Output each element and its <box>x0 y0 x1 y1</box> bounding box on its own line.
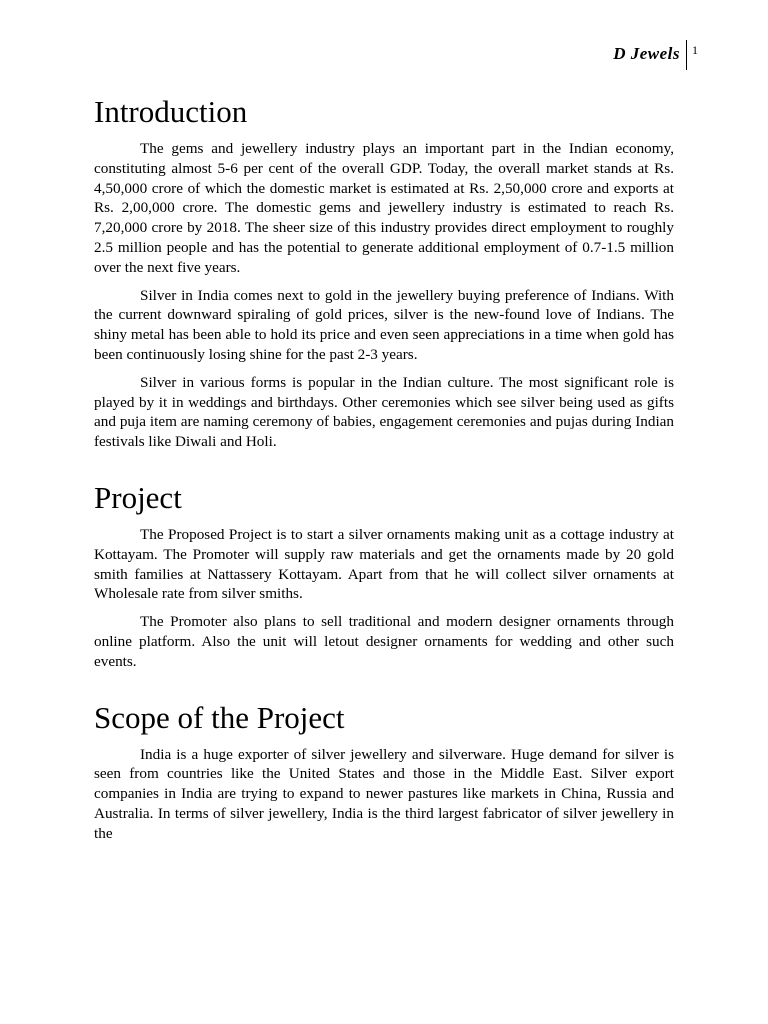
section-scope <box>94 700 674 844</box>
section-project <box>94 480 674 672</box>
page-number: 1 <box>692 43 698 57</box>
paragraph: Silver in India comes next to gold in the jewellery buying preference of Indians. With the current downward spiraling of gold prices, silver is the new-found love of Indians. The shiny metal has been able to hold its price and even seen appreciations in a time when gold has been continuously losing shine for the past 2-3 years. <box>94 286 674 363</box>
section-heading: Introduction <box>94 94 248 129</box>
header-title: D Jewels <box>613 40 687 70</box>
section-heading: Project <box>94 479 182 515</box>
document-body <box>94 94 674 872</box>
paragraph: The Proposed Project is to start a silver ornaments making unit as a cottage industry at Kottayam. The Promoter will supply raw materials and get the ornaments made by 20 gold smith families at Nattassery Kottayam. Apart from that he will collect silver ornaments at Wholesale rate from silver smiths. <box>94 525 674 603</box>
page-header <box>613 40 698 70</box>
paragraph: The gems and jewellery industry plays an important part in the Indian economy, constituting almost 5-6 per cent of the overall GDP. Today, the overall market stands at Rs. 4,50,000 crore of which the domestic market is estimated at Rs. 2,50,000 crore and exports at Rs. 2,00,000 crore. The domestic gems and jewellery industry is estimated to reach Rs. 7,20,000 crore by 2018. The sheer size of this industry provides direct employment to roughly 2.5 million people and has the potential to generate additional employment of 0.7-1.5 million over the next five years. <box>94 140 674 276</box>
paragraph: The Promoter also plans to sell traditional and modern designer ornaments through online platform. Also the unit will letout designer ornaments for wedding and other such events. <box>94 613 674 670</box>
paragraph: Silver in various forms is popular in the Indian culture. The most significant role is played by it in weddings and birthdays. Other ceremonies which see silver being used as gifts and puja item are naming ceremony of babies, engagement ceremonies and pujas during Indian festivals like Diwali and Holi. <box>94 373 674 451</box>
section-heading: Scope of the Project <box>94 699 345 735</box>
section-introduction <box>94 94 674 452</box>
paragraph: India is a huge exporter of silver jewellery and silverware. Huge demand for silver is seen from countries like the United States and those in the Middle East. Silver export companies in India are trying to expand to newer pastures like markets in China, Russia and Australia. In terms of silver jewellery, India is the third largest fabricator of silver jewellery in the <box>94 745 674 842</box>
